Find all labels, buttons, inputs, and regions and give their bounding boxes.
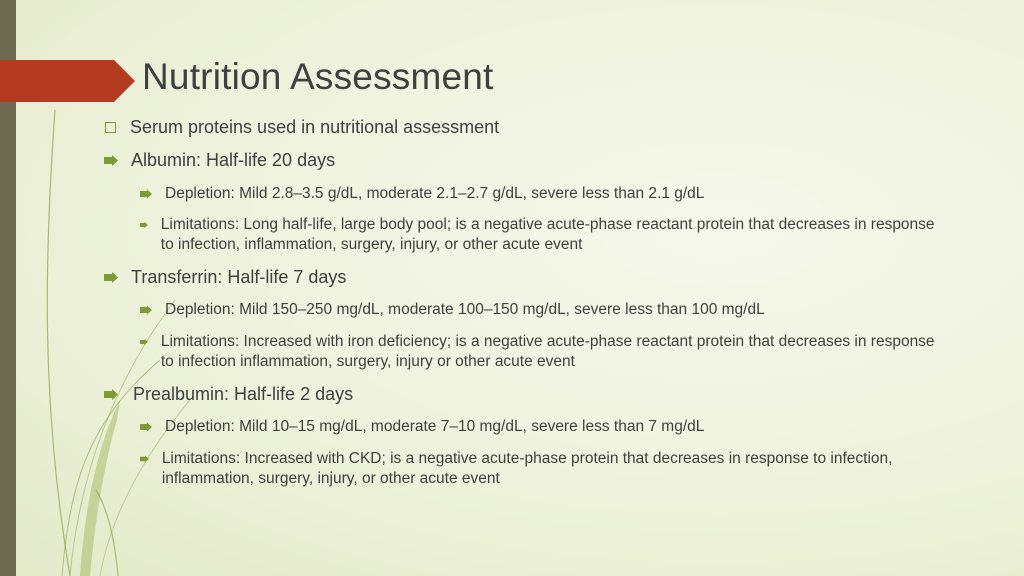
- list-item-text: Limitations: Long half-life, large body pool; is a negative acute-phase reactant protein that decreases in response to infection, inflammation, surgery, injury, or other acute event: [160, 216, 935, 253]
- arrow-bullet-icon: [140, 305, 152, 315]
- arrow-bullet-icon: [104, 155, 118, 166]
- list-item-text: Serum proteins used in nutritional assessment: [130, 117, 500, 137]
- title-accent-arrow: [0, 60, 135, 102]
- arrow-bullet-icon: [140, 337, 148, 347]
- list-item: [140, 332, 940, 372]
- checkbox-bullet-icon: [105, 122, 116, 133]
- arrow-bullet-icon: [140, 189, 152, 199]
- list-item-text: Limitations: Increased with CKD; is a negative acute-phase protein that decreases in response to infection, inflammation, surgery, injury, or other acute event: [161, 450, 893, 487]
- list-item-text: Prealbumin: Half-life 2 days: [133, 384, 354, 404]
- arrow-bullet-icon: [104, 272, 118, 283]
- arrow-bullet-icon: [140, 220, 148, 230]
- list-item-text: Depletion: Mild 2.8–3.5 g/dL, moderate 2.1–2.7 g/dL, severe less than 2.1 g/dL: [165, 185, 705, 202]
- list-item: [104, 267, 984, 288]
- list-item-text: Transferrin: Half-life 7 days: [131, 267, 347, 287]
- list-item: [140, 300, 960, 320]
- list-item: [104, 384, 984, 405]
- list-item-text: Depletion: Mild 150–250 mg/dL, moderate 100–150 mg/dL, severe less than 100 mg/dL: [165, 301, 765, 318]
- list-item: [140, 184, 960, 204]
- list-item: [140, 215, 940, 255]
- arrow-bullet-icon: [140, 422, 152, 432]
- list-item: [105, 117, 985, 138]
- list-item: [104, 150, 984, 171]
- list-item: [140, 417, 960, 437]
- list-item: [140, 449, 950, 489]
- slide-title: Nutrition Assessment: [142, 56, 494, 97]
- arrow-bullet-icon: [104, 389, 118, 400]
- list-item-text: Limitations: Increased with iron deficiency; is a negative acute-phase reactant protein that decreases in response to infection inflammation, surgery, injury or other acute event: [160, 333, 935, 370]
- arrow-bullet-icon: [140, 454, 149, 464]
- list-item-text: Depletion: Mild 10–15 mg/dL, moderate 7–10 mg/dL, severe less than 7 mg/dL: [165, 418, 705, 435]
- list-item-text: Albumin: Half-life 20 days: [131, 150, 336, 170]
